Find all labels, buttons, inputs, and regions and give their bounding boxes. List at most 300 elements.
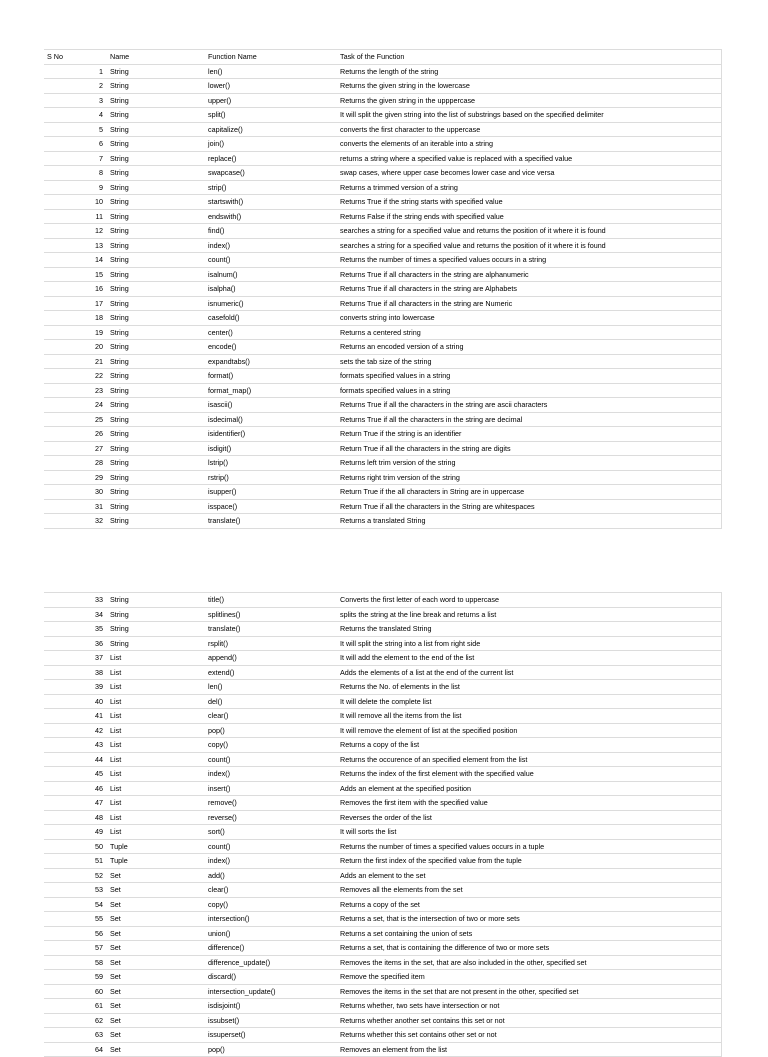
cell-sno: 29	[44, 470, 107, 485]
cell-task: Returns True if the string starts with specified value	[337, 195, 722, 210]
cell-task: formats specified values in a string	[337, 369, 722, 384]
cell-function-name: upper()	[205, 93, 337, 108]
cell-name: String	[107, 325, 205, 340]
cell-sno: 43	[44, 738, 107, 753]
cell-function-name: discard()	[205, 970, 337, 985]
cell-sno: 60	[44, 984, 107, 999]
function-table-page-1	[44, 49, 722, 529]
cell-task: Removes all the elements from the set	[337, 883, 722, 898]
cell-task: Removes the items in the set, that are also included in the other, specified set	[337, 955, 722, 970]
table-row	[44, 151, 722, 166]
cell-name: String	[107, 137, 205, 152]
cell-function-name: add()	[205, 868, 337, 883]
cell-name: String	[107, 238, 205, 253]
cell-function-name: pop()	[205, 1042, 337, 1057]
cell-sno: 24	[44, 398, 107, 413]
table-row	[44, 514, 722, 529]
cell-function-name: join()	[205, 137, 337, 152]
cell-name: List	[107, 723, 205, 738]
cell-function-name: endswith()	[205, 209, 337, 224]
table-row	[44, 108, 722, 123]
cell-sno: 54	[44, 897, 107, 912]
table-row	[44, 825, 722, 840]
cell-function-name: isnumeric()	[205, 296, 337, 311]
cell-function-name: clear()	[205, 709, 337, 724]
cell-function-name: isupper()	[205, 485, 337, 500]
cell-name: Set	[107, 926, 205, 941]
cell-sno: 64	[44, 1042, 107, 1057]
cell-task: Remove the specified item	[337, 970, 722, 985]
cell-name: List	[107, 767, 205, 782]
cell-function-name: count()	[205, 253, 337, 268]
cell-sno: 52	[44, 868, 107, 883]
cell-task: Returns an encoded version of a string	[337, 340, 722, 355]
cell-task: Returns a trimmed version of a string	[337, 180, 722, 195]
function-table	[44, 49, 722, 529]
table-row	[44, 93, 722, 108]
cell-function-name: strip()	[205, 180, 337, 195]
table-row	[44, 383, 722, 398]
cell-task: Returns whether another set contains this set or not	[337, 1013, 722, 1028]
cell-sno: 33	[44, 593, 107, 608]
cell-task: Returns True if all characters in the string are Alphabets	[337, 282, 722, 297]
cell-name: List	[107, 810, 205, 825]
table-row	[44, 485, 722, 500]
cell-sno: 62	[44, 1013, 107, 1028]
cell-sno: 2	[44, 79, 107, 94]
cell-function-name: isalpha()	[205, 282, 337, 297]
cell-function-name: pop()	[205, 723, 337, 738]
cell-task: Returns the number of times a specified values occurs in a string	[337, 253, 722, 268]
cell-name: String	[107, 79, 205, 94]
table-header-row	[44, 50, 722, 65]
cell-task: Returns the given string in the lowercase	[337, 79, 722, 94]
cell-name: List	[107, 665, 205, 680]
cell-sno: 61	[44, 999, 107, 1014]
cell-task: Returns the given string in the upppercase	[337, 93, 722, 108]
table-row	[44, 224, 722, 239]
cell-name: List	[107, 796, 205, 811]
cell-name: Set	[107, 912, 205, 927]
table-row	[44, 723, 722, 738]
cell-function-name: sort()	[205, 825, 337, 840]
cell-sno: 5	[44, 122, 107, 137]
cell-task: splits the string at the line break and returns a list	[337, 607, 722, 622]
cell-function-name: lower()	[205, 79, 337, 94]
cell-task: Returns a copy of the set	[337, 897, 722, 912]
table-row	[44, 897, 722, 912]
table-row	[44, 166, 722, 181]
cell-name: String	[107, 122, 205, 137]
cell-name: String	[107, 296, 205, 311]
cell-name: String	[107, 622, 205, 637]
cell-name: Set	[107, 999, 205, 1014]
table-row	[44, 137, 722, 152]
cell-function-name: isalnum()	[205, 267, 337, 282]
cell-sno: 31	[44, 499, 107, 514]
cell-function-name: clear()	[205, 883, 337, 898]
cell-sno: 35	[44, 622, 107, 637]
cell-name: List	[107, 694, 205, 709]
cell-name: String	[107, 224, 205, 239]
cell-function-name: del()	[205, 694, 337, 709]
cell-task: It will sorts the list	[337, 825, 722, 840]
cell-sno: 44	[44, 752, 107, 767]
cell-function-name: intersection()	[205, 912, 337, 927]
cell-sno: 6	[44, 137, 107, 152]
cell-name: String	[107, 398, 205, 413]
cell-name: String	[107, 267, 205, 282]
cell-function-name: remove()	[205, 796, 337, 811]
table-row	[44, 970, 722, 985]
cell-sno: 55	[44, 912, 107, 927]
cell-task: Removes the first item with the specified value	[337, 796, 722, 811]
cell-task: It will split the string into a list from right side	[337, 636, 722, 651]
cell-function-name: difference()	[205, 941, 337, 956]
cell-function-name: count()	[205, 839, 337, 854]
cell-function-name: encode()	[205, 340, 337, 355]
table-row	[44, 680, 722, 695]
table-row	[44, 195, 722, 210]
cell-function-name: append()	[205, 651, 337, 666]
cell-name: Set	[107, 883, 205, 898]
table-row	[44, 180, 722, 195]
cell-name: String	[107, 108, 205, 123]
cell-name: String	[107, 593, 205, 608]
cell-sno: 41	[44, 709, 107, 724]
cell-name: String	[107, 180, 205, 195]
cell-function-name: isidentifier()	[205, 427, 337, 442]
cell-sno: 36	[44, 636, 107, 651]
cell-function-name: intersection_update()	[205, 984, 337, 999]
cell-task: Returns the length of the string	[337, 64, 722, 79]
cell-function-name: isascii()	[205, 398, 337, 413]
cell-name: Tuple	[107, 839, 205, 854]
table-row	[44, 369, 722, 384]
cell-sno: 20	[44, 340, 107, 355]
cell-task: Returns True if all characters in the string are alphanumeric	[337, 267, 722, 282]
function-table-continued	[44, 592, 722, 1057]
cell-name: Set	[107, 941, 205, 956]
cell-function-name: isspace()	[205, 499, 337, 514]
cell-task: Returns left trim version of the string	[337, 456, 722, 471]
cell-sno: 30	[44, 485, 107, 500]
table-row	[44, 267, 722, 282]
cell-function-name: isdigit()	[205, 441, 337, 456]
table-row	[44, 883, 722, 898]
cell-function-name: format()	[205, 369, 337, 384]
cell-sno: 38	[44, 665, 107, 680]
cell-task: Adds an element at the specified position	[337, 781, 722, 796]
cell-sno: 46	[44, 781, 107, 796]
cell-sno: 8	[44, 166, 107, 181]
cell-task: Returns True if all characters in the string are Numeric	[337, 296, 722, 311]
cell-name: List	[107, 709, 205, 724]
cell-sno: 15	[44, 267, 107, 282]
cell-sno: 47	[44, 796, 107, 811]
table-row	[44, 456, 722, 471]
table-body	[44, 50, 722, 529]
table-row	[44, 767, 722, 782]
cell-task: It will remove all the items from the list	[337, 709, 722, 724]
cell-task: Returns the index of the first element with the specified value	[337, 767, 722, 782]
cell-sno: 39	[44, 680, 107, 695]
cell-sno: 53	[44, 883, 107, 898]
cell-function-name: lstrip()	[205, 456, 337, 471]
cell-task: Returns False if the string ends with specified value	[337, 209, 722, 224]
cell-sno: 10	[44, 195, 107, 210]
cell-sno: 11	[44, 209, 107, 224]
cell-function-name: copy()	[205, 897, 337, 912]
cell-function-name: startswith()	[205, 195, 337, 210]
header-name: Name	[107, 50, 205, 65]
cell-name: String	[107, 499, 205, 514]
header-sno: S No	[44, 50, 107, 65]
cell-sno: 22	[44, 369, 107, 384]
cell-name: String	[107, 470, 205, 485]
cell-name: Tuple	[107, 854, 205, 869]
cell-sno: 9	[44, 180, 107, 195]
cell-function-name: rsplit()	[205, 636, 337, 651]
cell-name: String	[107, 383, 205, 398]
cell-sno: 45	[44, 767, 107, 782]
table-row	[44, 340, 722, 355]
cell-name: String	[107, 209, 205, 224]
cell-name: Set	[107, 1013, 205, 1028]
cell-sno: 13	[44, 238, 107, 253]
table-row	[44, 810, 722, 825]
cell-name: Set	[107, 897, 205, 912]
table-row	[44, 311, 722, 326]
cell-task: Returns whether, two sets have intersection or not	[337, 999, 722, 1014]
table-row	[44, 781, 722, 796]
table-row	[44, 122, 722, 137]
table-row	[44, 325, 722, 340]
table-row	[44, 999, 722, 1014]
cell-task: Removes an element from the list	[337, 1042, 722, 1057]
cell-task: Returns True if all the characters in the string are decimal	[337, 412, 722, 427]
cell-task: It will add the element to the end of the list	[337, 651, 722, 666]
table-row	[44, 209, 722, 224]
cell-task: Returns right trim version of the string	[337, 470, 722, 485]
cell-function-name: translate()	[205, 622, 337, 637]
cell-sno: 40	[44, 694, 107, 709]
cell-sno: 42	[44, 723, 107, 738]
table-row	[44, 470, 722, 485]
cell-task: searches a string for a specified value and returns the position of it where it is found	[337, 238, 722, 253]
table-row	[44, 499, 722, 514]
cell-task: Returns whether this set contains other set or not	[337, 1028, 722, 1043]
header-function-name: Function Name	[205, 50, 337, 65]
cell-function-name: rstrip()	[205, 470, 337, 485]
cell-function-name: split()	[205, 108, 337, 123]
cell-name: Set	[107, 868, 205, 883]
cell-name: String	[107, 311, 205, 326]
cell-sno: 12	[44, 224, 107, 239]
cell-name: List	[107, 738, 205, 753]
cell-function-name: capitalize()	[205, 122, 337, 137]
cell-sno: 28	[44, 456, 107, 471]
cell-task: Return True if the string is an identifier	[337, 427, 722, 442]
cell-sno: 17	[44, 296, 107, 311]
cell-function-name: casefold()	[205, 311, 337, 326]
table-row	[44, 412, 722, 427]
table-row	[44, 64, 722, 79]
table-row	[44, 296, 722, 311]
cell-sno: 27	[44, 441, 107, 456]
cell-function-name: isdecimal()	[205, 412, 337, 427]
cell-name: List	[107, 680, 205, 695]
cell-task: converts the elements of an iterable into a string	[337, 137, 722, 152]
header-task: Task of the Function	[337, 50, 722, 65]
table-row	[44, 238, 722, 253]
cell-task: Returns the occurence of an specified element from the list	[337, 752, 722, 767]
cell-function-name: center()	[205, 325, 337, 340]
cell-task: Returns a copy of the list	[337, 738, 722, 753]
cell-task: sets the tab size of the string	[337, 354, 722, 369]
table-row	[44, 622, 722, 637]
cell-function-name: count()	[205, 752, 337, 767]
cell-sno: 34	[44, 607, 107, 622]
cell-task: returns a string where a specified value is replaced with a specified value	[337, 151, 722, 166]
cell-name: String	[107, 340, 205, 355]
cell-sno: 25	[44, 412, 107, 427]
cell-sno: 7	[44, 151, 107, 166]
table-row	[44, 854, 722, 869]
cell-name: String	[107, 412, 205, 427]
cell-task: It will delete the complete list	[337, 694, 722, 709]
cell-function-name: swapcase()	[205, 166, 337, 181]
cell-function-name: find()	[205, 224, 337, 239]
cell-function-name: reverse()	[205, 810, 337, 825]
cell-sno: 26	[44, 427, 107, 442]
cell-sno: 59	[44, 970, 107, 985]
cell-name: String	[107, 485, 205, 500]
cell-name: String	[107, 354, 205, 369]
table-row	[44, 651, 722, 666]
cell-sno: 18	[44, 311, 107, 326]
cell-sno: 57	[44, 941, 107, 956]
table-row	[44, 665, 722, 680]
cell-function-name: len()	[205, 64, 337, 79]
cell-name: String	[107, 195, 205, 210]
table-row	[44, 984, 722, 999]
cell-name: List	[107, 651, 205, 666]
table-row	[44, 1042, 722, 1057]
cell-function-name: insert()	[205, 781, 337, 796]
table-row	[44, 398, 722, 413]
cell-function-name: difference_update()	[205, 955, 337, 970]
table-row	[44, 282, 722, 297]
cell-task: Return the first index of the specified value from the tuple	[337, 854, 722, 869]
cell-task: Returns the translated String	[337, 622, 722, 637]
cell-task: Returns the No. of elements in the list	[337, 680, 722, 695]
cell-task: Adds an element to the set	[337, 868, 722, 883]
cell-sno: 14	[44, 253, 107, 268]
table-body	[44, 593, 722, 1057]
cell-name: String	[107, 93, 205, 108]
cell-sno: 48	[44, 810, 107, 825]
table-row	[44, 941, 722, 956]
table-row	[44, 694, 722, 709]
table-row	[44, 796, 722, 811]
cell-task: Returns a set containing the union of sets	[337, 926, 722, 941]
cell-task: Converts the first letter of each word to uppercase	[337, 593, 722, 608]
cell-task: converts the first character to the uppercase	[337, 122, 722, 137]
cell-task: Returns a translated String	[337, 514, 722, 529]
cell-function-name: splitlines()	[205, 607, 337, 622]
table-row	[44, 1013, 722, 1028]
cell-name: String	[107, 282, 205, 297]
cell-name: List	[107, 752, 205, 767]
cell-name: List	[107, 825, 205, 840]
cell-function-name: index()	[205, 238, 337, 253]
table-row	[44, 926, 722, 941]
cell-name: Set	[107, 1028, 205, 1043]
cell-name: String	[107, 514, 205, 529]
cell-function-name: translate()	[205, 514, 337, 529]
cell-sno: 32	[44, 514, 107, 529]
cell-task: Return True if the all characters in String are in uppercase	[337, 485, 722, 500]
cell-task: It will split the given string into the list of substrings based on the specified delimiter	[337, 108, 722, 123]
table-row	[44, 593, 722, 608]
cell-name: String	[107, 607, 205, 622]
table-row	[44, 79, 722, 94]
cell-function-name: expandtabs()	[205, 354, 337, 369]
cell-task: Returns the number of times a specified values occurs in a tuple	[337, 839, 722, 854]
cell-name: String	[107, 64, 205, 79]
cell-function-name: union()	[205, 926, 337, 941]
table-row	[44, 738, 722, 753]
cell-name: String	[107, 166, 205, 181]
table-row	[44, 427, 722, 442]
cell-name: Set	[107, 1042, 205, 1057]
cell-sno: 63	[44, 1028, 107, 1043]
table-row	[44, 354, 722, 369]
table-row	[44, 253, 722, 268]
cell-task: Return True if all the characters in the String are whitespaces	[337, 499, 722, 514]
table-row	[44, 1028, 722, 1043]
cell-name: String	[107, 441, 205, 456]
table-row	[44, 912, 722, 927]
cell-sno: 49	[44, 825, 107, 840]
cell-sno: 1	[44, 64, 107, 79]
cell-function-name: replace()	[205, 151, 337, 166]
cell-name: List	[107, 781, 205, 796]
cell-task: Returns True if all the characters in the string are ascii characters	[337, 398, 722, 413]
cell-name: String	[107, 151, 205, 166]
cell-name: String	[107, 253, 205, 268]
table-row	[44, 607, 722, 622]
cell-name: Set	[107, 970, 205, 985]
cell-sno: 23	[44, 383, 107, 398]
cell-function-name: copy()	[205, 738, 337, 753]
table-row	[44, 709, 722, 724]
cell-name: String	[107, 369, 205, 384]
table-row	[44, 441, 722, 456]
cell-task: searches a string for a specified value and returns the position of it where it is found	[337, 224, 722, 239]
cell-function-name: index()	[205, 767, 337, 782]
cell-task: It will remove the element of list at the specified position	[337, 723, 722, 738]
cell-sno: 58	[44, 955, 107, 970]
cell-sno: 37	[44, 651, 107, 666]
cell-task: Removes the items in the set that are not present in the other, specified set	[337, 984, 722, 999]
cell-function-name: issuperset()	[205, 1028, 337, 1043]
table-row	[44, 868, 722, 883]
cell-sno: 51	[44, 854, 107, 869]
cell-sno: 4	[44, 108, 107, 123]
cell-name: String	[107, 427, 205, 442]
